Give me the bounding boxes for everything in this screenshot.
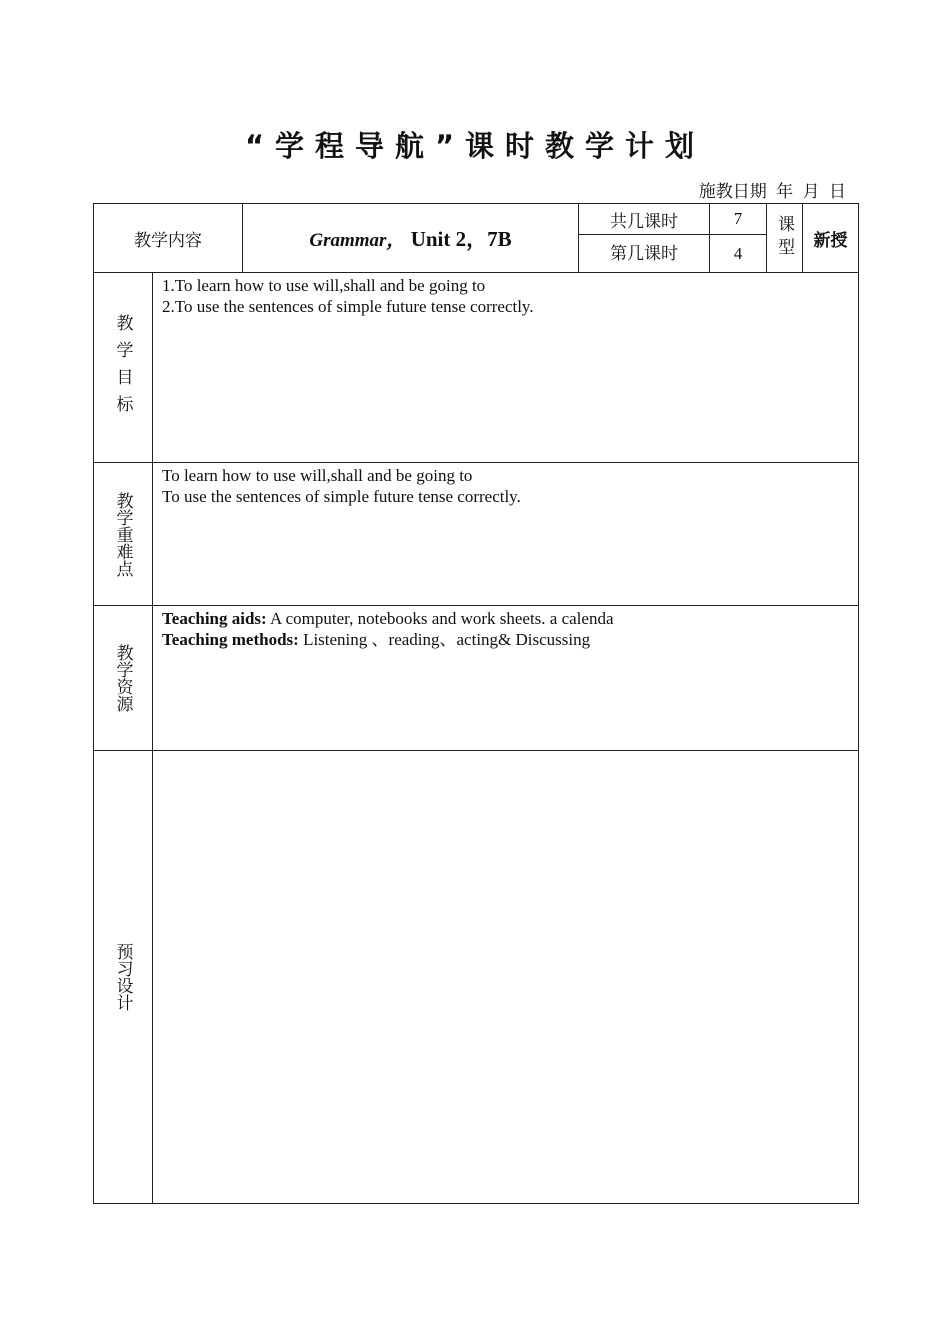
nth-hour-value: 4 [710, 235, 767, 273]
subject-unit: Unit 2，7B [405, 227, 512, 251]
teaching-aids-line [162, 608, 850, 629]
subject-grammar: Grammar， [309, 230, 406, 251]
key-point-line-1: To learn how to use will,shall and be going to [162, 466, 473, 485]
lesson-subject [243, 204, 579, 273]
total-hours-value: 7 [710, 204, 767, 235]
teaching-aids-label: Teaching aids: [162, 609, 267, 628]
lesson-plan-table [93, 203, 859, 1204]
teaching-content-label: 教学内容 [94, 204, 243, 273]
lesson-type-label: 课型 [774, 215, 794, 261]
nth-hour-label: 第几课时 [579, 235, 710, 273]
key-points-label-cell [94, 463, 153, 606]
preview-label: 预习设计 [112, 943, 133, 1011]
resources-label-cell [94, 606, 153, 751]
key-points-label: 教学重难点 [112, 491, 133, 577]
key-point-line-2: To use the sentences of simple future tense correctly. [162, 487, 521, 506]
teaching-aids-text: A computer, notebooks and work sheets. a calenda [266, 609, 614, 628]
teaching-methods-line [162, 629, 850, 650]
objective-line-1: 1.To learn how to use will,shall and be going to [162, 276, 486, 295]
lesson-type-label-cell [767, 204, 803, 273]
total-hours-label: 共几课时 [579, 204, 710, 235]
objectives-label-cell [94, 273, 153, 463]
lesson-type-value: 新授 [803, 204, 859, 273]
page-title: “学程导航”课时教学计划 [244, 129, 706, 163]
teaching-methods-text: Listening 、reading、acting& Discussing [298, 630, 591, 649]
teaching-methods-label: Teaching methods: [162, 630, 299, 649]
resources-label: 教学资源 [112, 644, 133, 712]
resources-content [153, 606, 859, 751]
preview-label-cell [94, 751, 153, 1204]
key-points-content [153, 463, 859, 606]
objective-line-2: 2.To use the sentences of simple future tense correctly. [162, 297, 534, 316]
preview-content [153, 751, 859, 1204]
teaching-date-line: 施教日期 年 月 日 [698, 182, 846, 202]
objectives-label: 教学目标 [112, 313, 133, 422]
objectives-content [153, 273, 859, 463]
